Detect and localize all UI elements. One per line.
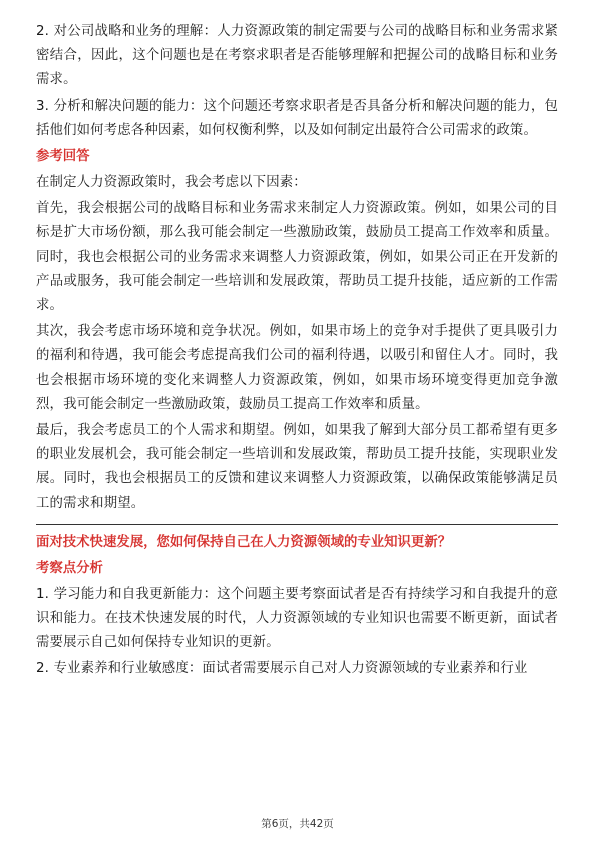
intro-item-3: 3. 分析和解决问题的能力：这个问题还考察求职者是否具备分析和解决问题的能力，包括他们如何考虑各种因素，如何权衡利弊，以及如何制定出最符合公司需求的政策。 (36, 98, 558, 138)
analysis-item-1: 1. 学习能力和自我更新能力：这个问题主要考察面试者是否有持续学习和自我提升的意识和能力。在技术快速发展的时代，人力资源领域的专业知识也需要不断更新，面试者需要展示自己如何保持专业知识的更新。 (36, 586, 558, 651)
document-page (36, 20, 558, 684)
section-divider (36, 524, 558, 525)
analysis-item-2: 2. 专业素养和行业敏感度：面试者需要展示自己对人力资源领域的专业素养和行业 (36, 661, 528, 677)
reference-paragraph: 其次，我会考虑市场环境和竞争状况。例如，如果市场上的竞争对手提供了更具吸引力的福利和待遇，我可能会考虑提高我们公司的福利待遇，以吸引和留住人才。同时，我也会根据市场环境的变化来调整人力资源政策，例如，如果市场环境变得更加竞争激烈，我可能会制定一些激励政策，鼓励员工提高工作效率和质量。 (36, 324, 558, 412)
analysis-heading: 考察点分析 (36, 560, 103, 576)
page-footer: 第6页，共42页 (261, 818, 334, 830)
intro-item-2: 2. 对公司战略和业务的理解：人力资源政策的制定需要与公司的战略目标和业务需求紧密结合，因此，这个问题也是在考察求职者是否能够理解和把握公司的战略目标和业务需求。 (36, 24, 558, 88)
reference-heading: 参考回答 (36, 149, 90, 165)
reference-paragraph: 首先，我会根据公司的战略目标和业务需求来制定人力资源政策。例如，如果公司的目标是扩大市场份额，那么我可能会制定一些激励政策，鼓励员工提高工作效率和质量。同时，我也会根据公司的业务需求来调整人力资源政策，例如，如果公司正在开发新的产品或服务，我可能会制定一些培训和发展政策，帮助员工提升技能，适应新的工作需求。 (36, 201, 558, 314)
question-title: 面对技术快速发展，您如何保持自己在人力资源领域的专业知识更新？ (36, 534, 452, 550)
reference-paragraph: 在制定人力资源政策时，我会考虑以下因素： (36, 175, 307, 191)
reference-paragraph: 最后，我会考虑员工的个人需求和期望。例如，如果我了解到大部分员工都希望有更多的职业发展机会，我可能会制定一些培训和发展政策，帮助员工提升技能，实现职业发展。同时，我也会根据员工的反馈和建议来调整人力资源政策，以确保政策能够满足员工的需求和期望。 (36, 423, 558, 511)
